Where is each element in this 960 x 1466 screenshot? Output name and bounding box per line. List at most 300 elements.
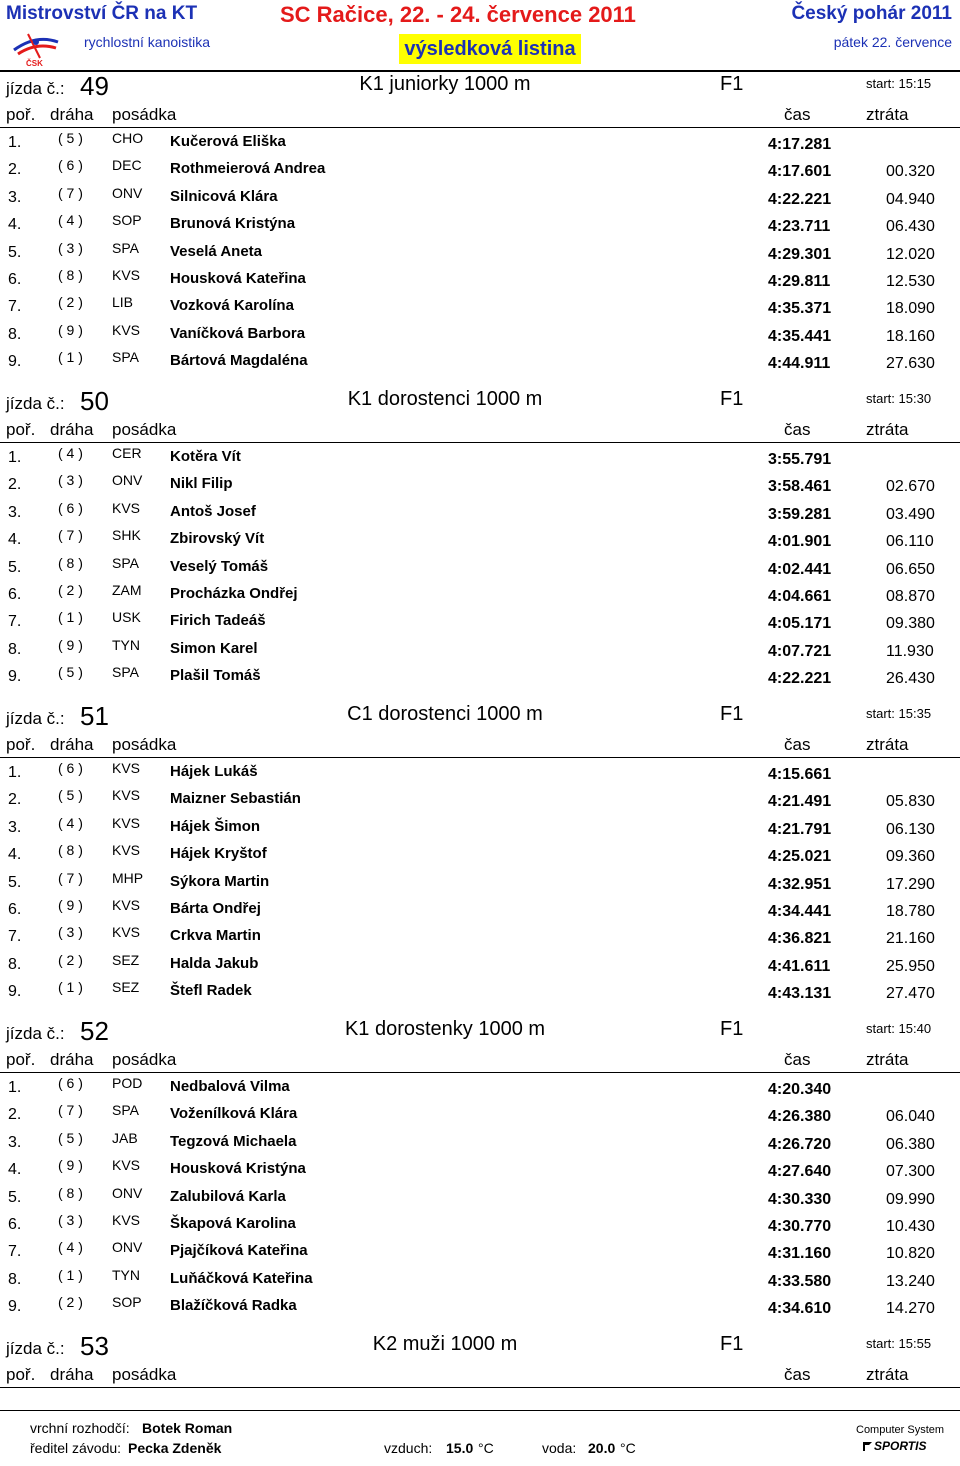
result-name: Kotěra Vít xyxy=(170,448,241,465)
col-crew: posádka xyxy=(112,105,177,124)
result-place: 3. xyxy=(8,1133,22,1151)
result-time: 4:30.330 xyxy=(768,1190,832,1208)
result-row xyxy=(0,785,960,812)
result-row xyxy=(0,210,960,237)
federation-logo xyxy=(10,28,62,68)
cup-title: Český pohár 2011 xyxy=(791,3,952,24)
result-name: Kučerová Eliška xyxy=(170,133,286,150)
result-loss: 13.240 xyxy=(886,1272,935,1290)
col-loss: ztráta xyxy=(866,105,909,124)
col-place: poř. xyxy=(6,105,36,124)
result-lane: ( 2 ) xyxy=(58,581,83,598)
result-club: MHP xyxy=(112,869,144,886)
result-name: Hájek Kryštof xyxy=(170,845,267,863)
result-club: SEZ xyxy=(112,951,140,968)
result-row xyxy=(0,525,960,552)
result-name: Tegzová Michaela xyxy=(170,1132,297,1150)
result-lane: ( 4 ) xyxy=(58,1239,83,1256)
result-place: 1. xyxy=(8,764,22,781)
result-place: 5. xyxy=(8,873,22,891)
result-place: 8. xyxy=(8,325,22,343)
result-place: 6. xyxy=(8,270,22,288)
air-temp-unit: °C xyxy=(478,1440,494,1456)
race-number: 51 xyxy=(80,701,109,731)
page-footer xyxy=(0,1410,960,1466)
result-row xyxy=(0,868,960,895)
result-club: ONV xyxy=(112,1184,143,1201)
result-row xyxy=(0,813,960,840)
col-place: poř. xyxy=(6,1365,36,1384)
result-club: KVS xyxy=(112,787,141,804)
col-time: čas xyxy=(784,420,811,439)
result-loss: 06.430 xyxy=(886,218,935,236)
result-name: Zbirovský Vít xyxy=(170,530,265,548)
result-name: Brunová Kristýna xyxy=(170,215,296,233)
race-block xyxy=(0,385,960,690)
result-place: 6. xyxy=(8,1215,22,1233)
result-lane: ( 3 ) xyxy=(58,239,83,256)
result-name: Hájek Šimon xyxy=(170,817,261,835)
result-lane: ( 6 ) xyxy=(58,157,83,174)
result-place: 8. xyxy=(8,955,22,973)
result-loss: 06.130 xyxy=(886,820,935,838)
result-time: 3:59.281 xyxy=(768,505,832,523)
col-place: poř. xyxy=(6,420,36,439)
result-lane: ( 5 ) xyxy=(58,787,83,804)
result-loss: 09.990 xyxy=(886,1190,935,1208)
col-time: čas xyxy=(784,1050,811,1069)
result-row xyxy=(0,662,960,689)
col-loss: ztráta xyxy=(866,420,909,439)
race-category: C1 dorostenci 1000 m xyxy=(347,703,543,725)
result-lane: ( 2 ) xyxy=(58,294,83,311)
result-lane: ( 1 ) xyxy=(58,609,83,626)
result-lane: ( 7 ) xyxy=(58,869,83,886)
result-loss: 27.630 xyxy=(886,355,935,373)
result-time: 4:02.441 xyxy=(768,560,832,578)
result-club: USK xyxy=(112,609,141,626)
result-time: 4:22.221 xyxy=(768,190,832,208)
result-loss: 06.040 xyxy=(886,1108,935,1126)
race-header xyxy=(0,1015,960,1048)
race-number: 52 xyxy=(80,1016,109,1046)
result-lane: ( 1 ) xyxy=(58,1266,83,1283)
result-place: 4. xyxy=(8,1161,22,1179)
result-name: Blažíčková Radka xyxy=(170,1297,297,1315)
result-row xyxy=(0,977,960,1004)
race-start xyxy=(866,706,931,721)
result-place: 5. xyxy=(8,1188,22,1206)
race-start-time: 15:15 xyxy=(898,76,932,91)
race-start xyxy=(866,1336,931,1351)
col-time: čas xyxy=(784,735,811,754)
result-loss: 25.950 xyxy=(886,957,935,975)
result-name: Rothmeierová Andrea xyxy=(170,160,326,178)
result-loss: 18.160 xyxy=(886,327,935,345)
result-club: KVS xyxy=(112,1157,141,1174)
result-loss: 02.670 xyxy=(886,478,935,496)
result-club: ONV xyxy=(112,184,143,201)
result-place: 8. xyxy=(8,640,22,658)
col-crew: posádka xyxy=(112,1050,177,1069)
result-loss: 07.300 xyxy=(886,1163,935,1181)
result-club: JAB xyxy=(112,1129,138,1146)
result-row xyxy=(0,128,960,155)
svg-text:ČSK: ČSK xyxy=(26,59,43,68)
result-loss: 06.380 xyxy=(886,1135,935,1153)
result-place: 4. xyxy=(8,531,22,549)
result-time: 4:41.611 xyxy=(768,957,831,975)
director-name: Pecka Zdeněk xyxy=(128,1440,222,1456)
result-club: SPA xyxy=(112,664,139,681)
result-place: 2. xyxy=(8,791,22,809)
result-place: 6. xyxy=(8,900,22,918)
race-header xyxy=(0,385,960,418)
water-temp-label: voda: xyxy=(542,1440,577,1456)
result-place: 8. xyxy=(8,1270,22,1288)
director-label: ředitel závodu: xyxy=(30,1440,122,1456)
result-row xyxy=(0,607,960,634)
result-row xyxy=(0,1292,960,1319)
result-time: 4:07.721 xyxy=(768,642,832,660)
result-lane: ( 9 ) xyxy=(58,321,83,338)
result-name: Plašil Tomáš xyxy=(170,667,261,685)
result-lane: ( 3 ) xyxy=(58,1211,83,1228)
referee-name: Botek Roman xyxy=(142,1420,233,1436)
result-club: SPA xyxy=(112,1102,139,1119)
result-lane: ( 9 ) xyxy=(58,896,83,913)
race-final: F1 xyxy=(720,388,744,410)
race-start-time: 15:35 xyxy=(898,706,932,721)
result-loss: 00.320 xyxy=(886,163,935,181)
result-lane: ( 6 ) xyxy=(58,1075,83,1091)
result-row xyxy=(0,758,960,785)
result-loss: 14.270 xyxy=(886,1300,935,1318)
result-time: 4:04.661 xyxy=(768,587,832,605)
result-name: Voženílková Klára xyxy=(170,1105,298,1123)
result-club: POD xyxy=(112,1075,143,1091)
result-lane: ( 5 ) xyxy=(58,130,83,146)
column-headers xyxy=(0,1363,960,1388)
result-time: 4:21.791 xyxy=(768,820,832,838)
race-block xyxy=(0,700,960,1005)
result-place: 7. xyxy=(8,1243,22,1261)
result-time: 3:55.791 xyxy=(768,451,832,468)
result-row xyxy=(0,155,960,182)
result-time: 4:30.770 xyxy=(768,1217,832,1235)
race-start xyxy=(866,1021,931,1036)
venue-and-dates: SC Račice, 22. - 24. července 2011 xyxy=(280,2,636,27)
result-lane: ( 8 ) xyxy=(58,842,83,859)
result-time: 4:44.911 xyxy=(768,355,831,373)
result-place: 7. xyxy=(8,613,22,631)
result-lane: ( 7 ) xyxy=(58,1102,83,1119)
championship-title: Mistrovství ČR na KT xyxy=(6,3,198,24)
result-loss: 08.870 xyxy=(886,587,935,605)
col-lane: dráha xyxy=(50,735,94,754)
result-time: 4:36.821 xyxy=(768,930,832,948)
result-name: Luňáčková Kateřina xyxy=(170,1269,313,1287)
result-club: SOP xyxy=(112,1294,142,1311)
result-club: ONV xyxy=(112,1239,143,1256)
result-time: 4:05.171 xyxy=(768,615,832,633)
race-number-label: jízda č.: xyxy=(6,394,65,413)
race-number-label: jízda č.: xyxy=(6,1339,65,1358)
result-lane: ( 8 ) xyxy=(58,1184,83,1201)
result-name: Zalubilová Karla xyxy=(170,1187,286,1205)
race-start xyxy=(866,76,931,91)
result-loss: 09.380 xyxy=(886,615,935,633)
result-lane: ( 2 ) xyxy=(58,951,83,968)
result-lane: ( 6 ) xyxy=(58,499,83,516)
result-lane: ( 1 ) xyxy=(58,349,83,366)
result-row xyxy=(0,1128,960,1155)
result-row xyxy=(0,1073,960,1100)
result-place: 5. xyxy=(8,243,22,261)
result-club: LIB xyxy=(112,294,134,311)
race-final: F1 xyxy=(720,73,744,95)
result-loss: 03.490 xyxy=(886,505,935,523)
result-row xyxy=(0,238,960,265)
race-number-label: jízda č.: xyxy=(6,79,65,98)
result-row xyxy=(0,443,960,470)
result-name: Veselý Tomáš xyxy=(170,557,269,575)
result-name: Nedbalová Vilma xyxy=(170,1078,290,1095)
result-lane: ( 7 ) xyxy=(58,184,83,201)
result-time: 4:20.340 xyxy=(768,1081,832,1098)
result-loss: 10.820 xyxy=(886,1245,935,1263)
result-place: 1. xyxy=(8,134,22,151)
result-name: Maizner Sebastián xyxy=(170,790,301,808)
result-loss: 18.780 xyxy=(886,902,935,920)
result-row xyxy=(0,580,960,607)
computer-system-label: Computer System xyxy=(856,1424,945,1436)
result-time: 4:01.901 xyxy=(768,533,832,551)
race-final: F1 xyxy=(720,1018,744,1040)
result-place: 2. xyxy=(8,161,22,179)
col-crew: posádka xyxy=(112,735,177,754)
result-time: 4:15.661 xyxy=(768,766,832,783)
result-club: ZAM xyxy=(112,581,142,598)
result-club: SEZ xyxy=(112,979,140,996)
sportis-brand: SPORTIS xyxy=(862,1439,926,1453)
result-name: Vozková Karolína xyxy=(170,297,294,315)
result-name: Housková Kristýna xyxy=(170,1160,306,1178)
result-name: Veselá Aneta xyxy=(170,242,262,260)
air-temp-value: 15.0 xyxy=(446,1440,474,1456)
result-lane: ( 8 ) xyxy=(58,554,83,571)
result-row xyxy=(0,635,960,662)
result-club: CER xyxy=(112,445,142,461)
result-row xyxy=(0,347,960,374)
result-name: Simon Karel xyxy=(170,639,258,657)
result-name: Nikl Filip xyxy=(170,475,233,493)
result-loss: 04.940 xyxy=(886,190,935,208)
result-name: Crkva Martin xyxy=(170,927,261,945)
air-temp-label: vzduch: xyxy=(384,1440,433,1456)
column-headers xyxy=(0,418,960,443)
result-name: Škapová Karolina xyxy=(170,1214,296,1232)
result-row xyxy=(0,950,960,977)
result-row xyxy=(0,1237,960,1264)
day-label: pátek 22. července xyxy=(833,34,952,50)
race-category: K1 juniorky 1000 m xyxy=(359,73,531,95)
race-category: K2 muži 1000 m xyxy=(372,1333,518,1355)
col-lane: dráha xyxy=(50,420,94,439)
result-name: Housková Kateřina xyxy=(170,269,306,287)
result-club: DEC xyxy=(112,157,142,174)
race-start-time: 15:40 xyxy=(898,1021,932,1036)
result-loss: 12.020 xyxy=(886,245,935,263)
result-place: 9. xyxy=(8,353,22,371)
result-club: SPA xyxy=(112,239,139,256)
result-loss: 11.930 xyxy=(886,642,934,660)
race-final: F1 xyxy=(720,1333,744,1355)
result-row xyxy=(0,1155,960,1182)
result-lane: ( 6 ) xyxy=(58,760,83,776)
col-place: poř. xyxy=(6,735,36,754)
result-place: 9. xyxy=(8,668,22,686)
result-place: 9. xyxy=(8,983,22,1001)
result-lane: ( 7 ) xyxy=(58,527,83,544)
race-start-time: 15:30 xyxy=(898,391,932,406)
result-time: 4:34.610 xyxy=(768,1300,832,1318)
race-category: K1 dorostenci 1000 m xyxy=(347,388,543,410)
result-time: 4:25.021 xyxy=(768,848,832,866)
result-time: 3:58.461 xyxy=(768,478,832,496)
race-block xyxy=(0,1015,960,1320)
result-club: KVS xyxy=(112,924,141,941)
result-row xyxy=(0,840,960,867)
race-header xyxy=(0,1330,960,1363)
result-name: Bárta Ondřej xyxy=(170,899,261,917)
result-lane: ( 1 ) xyxy=(58,979,83,996)
result-row xyxy=(0,895,960,922)
column-headers xyxy=(0,733,960,758)
result-loss: 18.090 xyxy=(886,300,935,318)
result-time: 4:17.601 xyxy=(768,163,832,181)
result-row xyxy=(0,553,960,580)
result-club: SOP xyxy=(112,212,142,229)
result-place: 1. xyxy=(8,1079,22,1096)
result-time: 4:23.711 xyxy=(768,218,831,236)
result-place: 5. xyxy=(8,558,22,576)
race-start xyxy=(866,391,931,406)
race-start-label: start: xyxy=(866,391,895,406)
referee-label: vrchní rozhodčí: xyxy=(30,1420,130,1436)
result-row xyxy=(0,183,960,210)
result-club: KVS xyxy=(112,499,141,516)
race-start-label: start: xyxy=(866,1336,895,1351)
result-time: 4:35.441 xyxy=(768,327,832,345)
result-row xyxy=(0,1183,960,1210)
col-lane: dráha xyxy=(50,1050,94,1069)
race-number-label: jízda č.: xyxy=(6,709,65,728)
result-lane: ( 9 ) xyxy=(58,1157,83,1174)
result-place: 7. xyxy=(8,928,22,946)
result-time: 4:21.491 xyxy=(768,793,832,811)
page-header xyxy=(0,0,960,72)
race-start-time: 15:55 xyxy=(898,1336,932,1351)
result-club: KVS xyxy=(112,266,141,283)
result-loss: 27.470 xyxy=(886,985,935,1003)
col-lane: dráha xyxy=(50,1365,94,1384)
water-temp-unit: °C xyxy=(620,1440,636,1456)
result-place: 3. xyxy=(8,818,22,836)
col-time: čas xyxy=(784,1365,811,1384)
result-time: 4:29.301 xyxy=(768,245,832,263)
race-number: 49 xyxy=(80,71,109,101)
result-row xyxy=(0,498,960,525)
col-loss: ztráta xyxy=(866,1050,909,1069)
result-club: ONV xyxy=(112,472,143,489)
race-number: 53 xyxy=(80,1331,109,1361)
result-row xyxy=(0,1100,960,1127)
col-place: poř. xyxy=(6,1050,36,1069)
race-header xyxy=(0,700,960,733)
result-row xyxy=(0,470,960,497)
result-club: TYN xyxy=(112,1266,140,1283)
race-start-label: start: xyxy=(866,706,895,721)
result-club: KVS xyxy=(112,1211,141,1228)
result-club: KVS xyxy=(112,842,141,859)
canoe-logo-icon xyxy=(10,28,62,68)
result-lane: ( 4 ) xyxy=(58,212,83,229)
result-lane: ( 2 ) xyxy=(58,1294,83,1311)
result-club: KVS xyxy=(112,814,141,831)
result-lane: ( 3 ) xyxy=(58,472,83,489)
result-time: 4:17.281 xyxy=(768,136,832,153)
result-time: 4:27.640 xyxy=(768,1163,832,1181)
result-place: 2. xyxy=(8,476,22,494)
result-club: KVS xyxy=(112,321,141,338)
result-time: 4:35.371 xyxy=(768,300,832,318)
race-header xyxy=(0,70,960,103)
result-loss: 09.360 xyxy=(886,848,935,866)
race-block xyxy=(0,70,960,375)
result-time: 4:31.160 xyxy=(768,1245,832,1263)
result-name: Bártová Magdaléna xyxy=(170,352,308,370)
result-loss: 06.650 xyxy=(886,560,935,578)
result-name: Silnicová Klára xyxy=(170,187,278,205)
result-lane: ( 5 ) xyxy=(58,664,83,681)
result-loss: 21.160 xyxy=(886,930,935,948)
result-name: Procházka Ondřej xyxy=(170,584,298,602)
result-name: Sýkora Martin xyxy=(170,872,270,890)
result-lane: ( 5 ) xyxy=(58,1129,83,1146)
col-crew: posádka xyxy=(112,420,177,439)
col-loss: ztráta xyxy=(866,735,909,754)
result-club: KVS xyxy=(112,760,141,776)
result-name: Firich Tadeáš xyxy=(170,612,266,630)
result-name: Štefl Radek xyxy=(170,982,252,1000)
result-loss: 10.430 xyxy=(886,1217,935,1235)
result-place: 9. xyxy=(8,1298,22,1316)
col-crew: posádka xyxy=(112,1365,177,1384)
result-lane: ( 8 ) xyxy=(58,266,83,283)
result-club: SPA xyxy=(112,554,139,571)
result-club: CHO xyxy=(112,130,144,146)
race-final: F1 xyxy=(720,703,744,725)
result-loss: 06.110 xyxy=(886,533,934,551)
result-time: 4:22.221 xyxy=(768,670,832,688)
result-place: 2. xyxy=(8,1106,22,1124)
column-headers xyxy=(0,103,960,128)
water-temp-value: 20.0 xyxy=(588,1440,616,1456)
result-place: 1. xyxy=(8,449,22,466)
result-club: SHK xyxy=(112,527,141,544)
result-lane: ( 9 ) xyxy=(58,636,83,653)
